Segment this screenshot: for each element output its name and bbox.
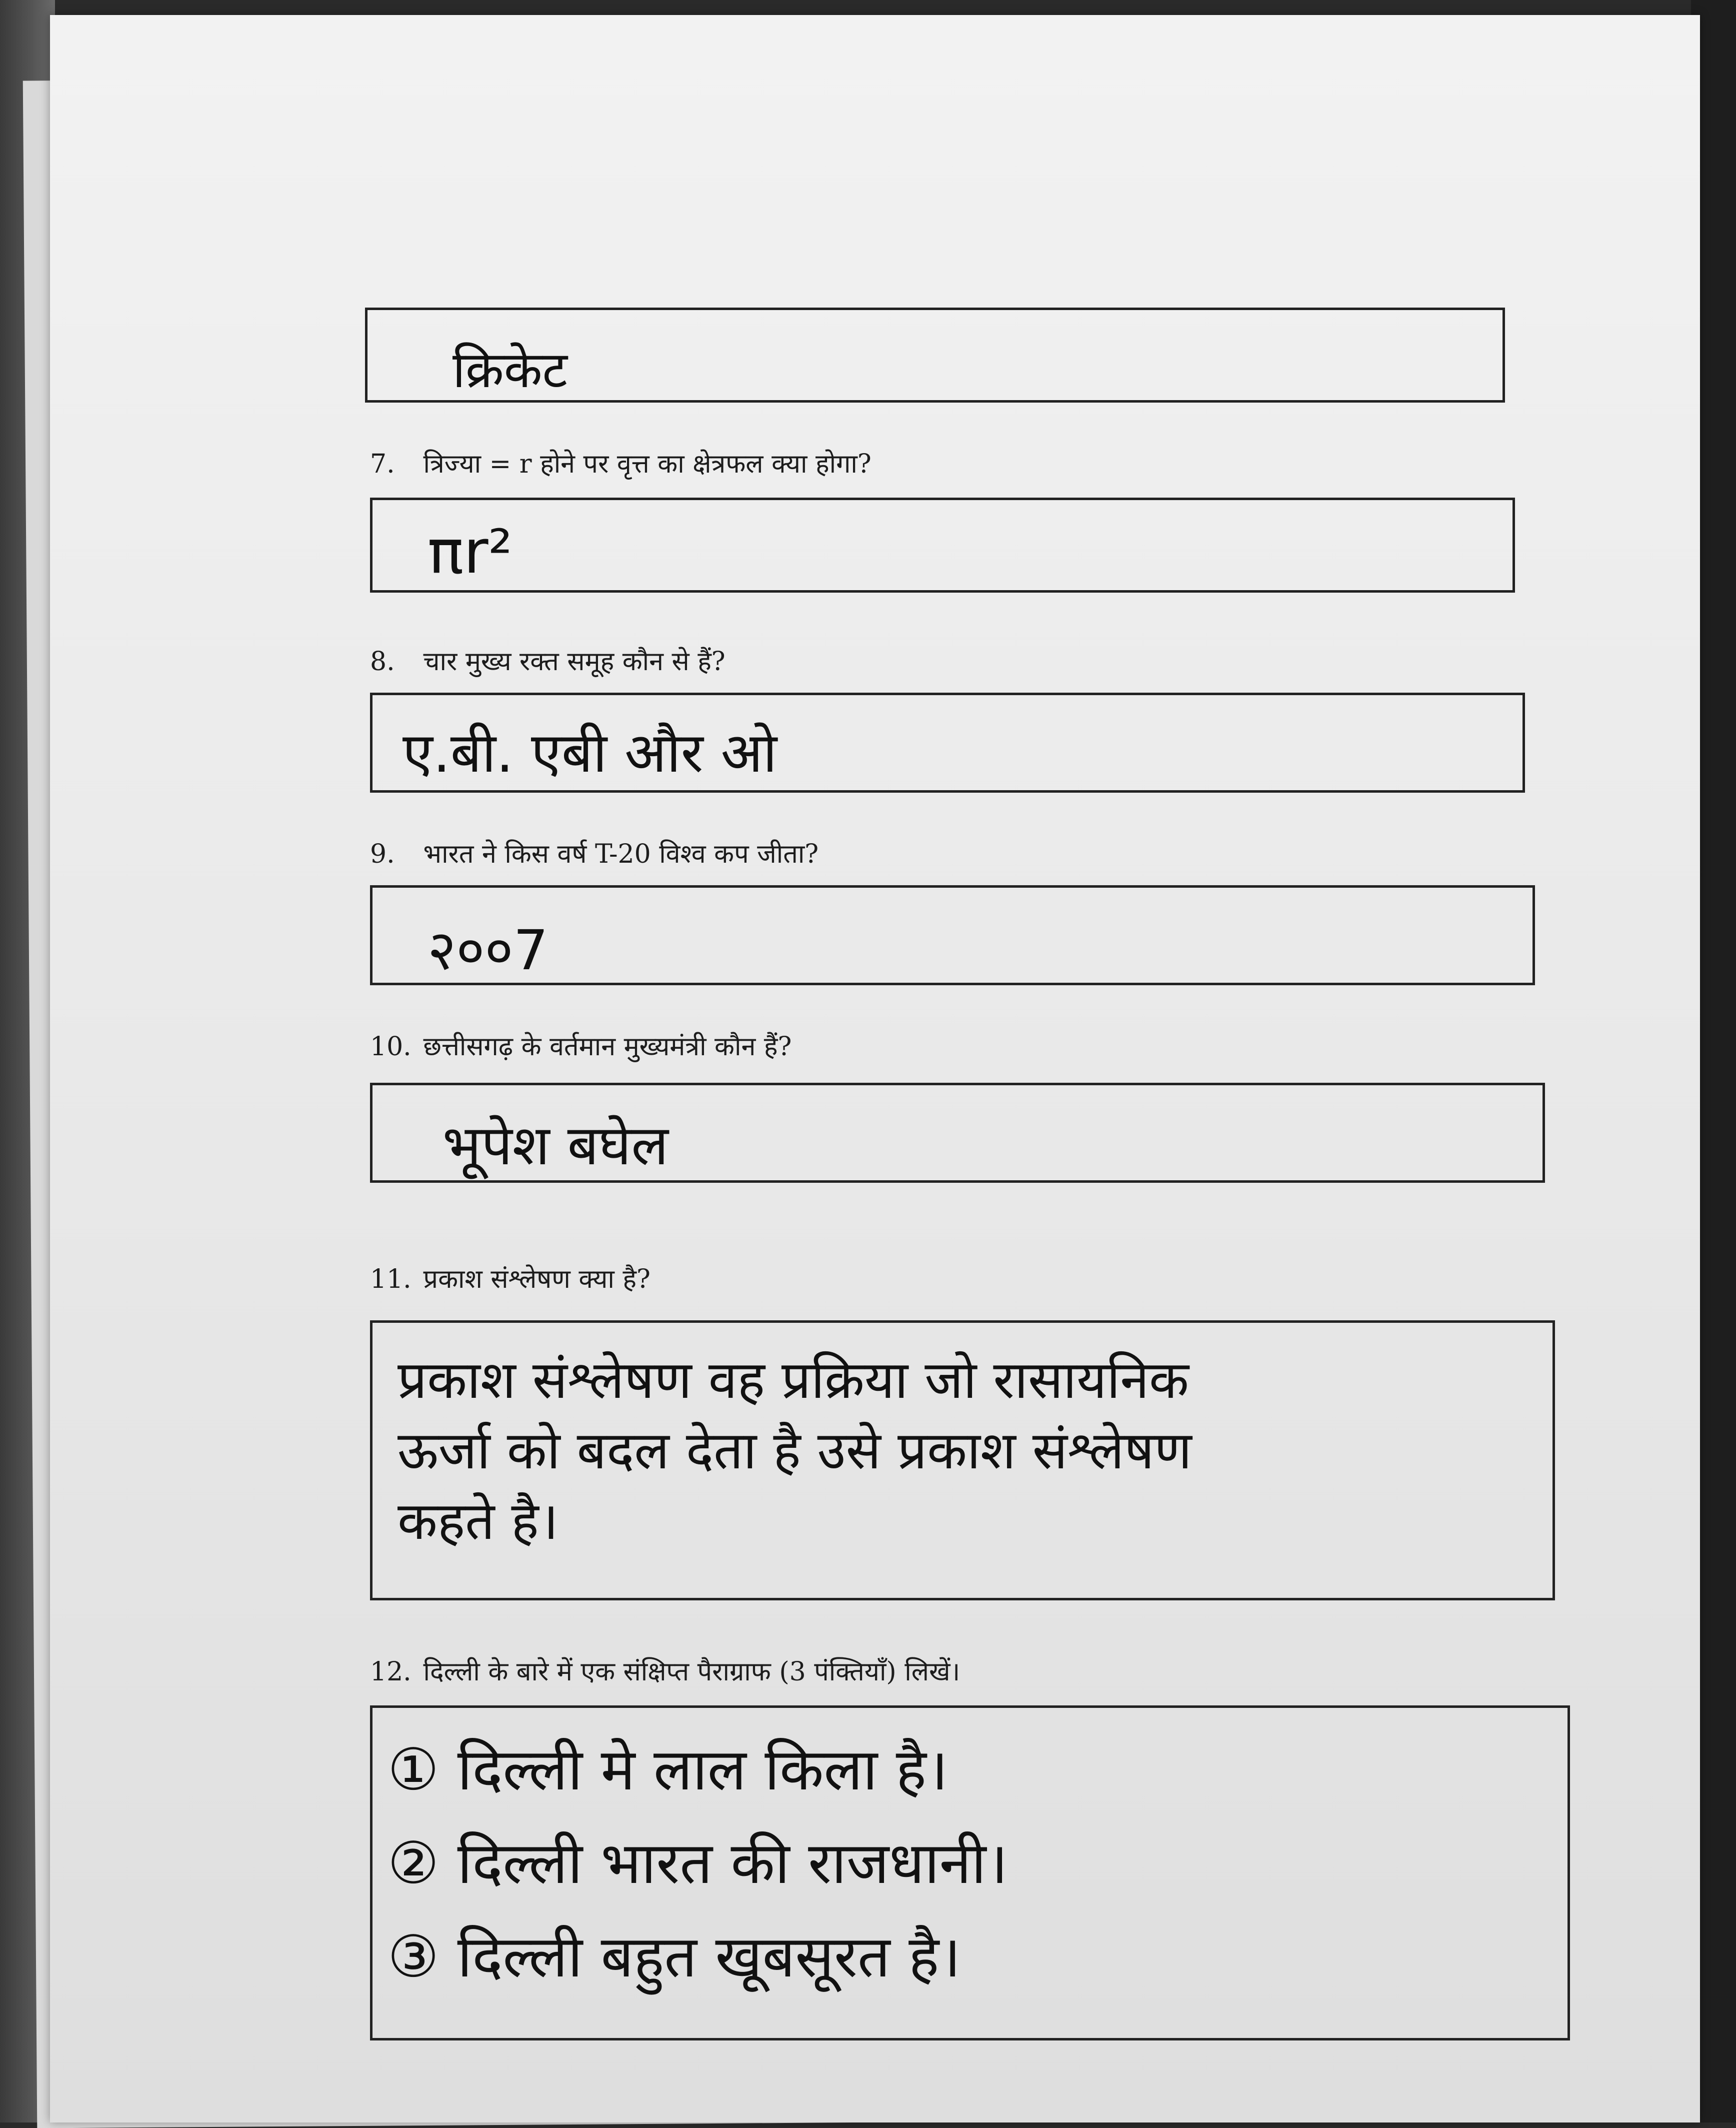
handwritten-answer-6: क्रिकेट [452,341,568,399]
answer-box-10[interactable] [370,1083,1545,1183]
answer-box-12[interactable] [370,1705,1570,2040]
handwritten-answer-11-line-2: ऊर्जा को बदल देता है उसे प्रकाश संश्लेषण [398,1420,1192,1481]
handwritten-answer-12-line-3: ③ दिल्ली बहुत खूबसूरत है। [388,1923,961,1990]
question-11 [370,1260,650,1296]
question-8-text: चार मुख्य रक्त समूह कौन से हैं? [423,647,726,677]
question-12-number: 12. [370,1657,412,1687]
handwritten-answer-8: ए.बी. एबी और ओ [402,721,778,785]
question-9-text: भारत ने किस वर्ष T-20 विश्व कप जीता? [423,839,819,869]
handwritten-answer-7: πr² [428,518,512,587]
question-12-text: दिल्ली के बारे में एक संक्षिप्त पैराग्राफ (3 पंक्तियाँ) लिखें। [423,1657,960,1687]
question-8 [370,643,726,678]
question-10-number: 10. [370,1032,412,1062]
answer-box-11[interactable] [370,1320,1555,1600]
handwritten-answer-12-line-2: ② दिल्ली भारत की राजधानी। [388,1830,1008,1897]
question-8-number: 8. [370,647,395,677]
question-9-number: 9. [370,839,395,869]
question-11-text: प्रकाश संश्लेषण क्या है? [423,1264,650,1294]
question-9 [370,835,818,871]
worksheet-page [50,15,1700,2122]
question-7-text: त्रिज्या = r होने पर वृत्त का क्षेत्रफल क्या होगा? [423,449,872,479]
handwritten-answer-11-line-3: कहते है। [398,1490,559,1551]
answer-box-7[interactable] [370,498,1515,593]
answer-box-9[interactable] [370,885,1535,985]
question-11-number: 11. [370,1264,412,1294]
question-7 [370,445,872,481]
question-10-text: छत्तीसगढ़ के वर्तमान मुख्यमंत्री कौन हैं? [423,1032,792,1062]
answer-box-8[interactable] [370,693,1525,793]
question-10 [370,1028,792,1063]
handwritten-answer-11-line-1: प्रकाश संश्लेषण वह प्रक्रिया जो रासायनिक [398,1349,1189,1410]
handwritten-answer-9: २००7 [428,918,548,982]
handwritten-answer-12-line-1: ① दिल्ली मे लाल किला है। [388,1736,948,1803]
question-7-number: 7. [370,449,395,479]
answer-box-6[interactable] [365,308,1505,403]
question-12 [370,1653,960,1688]
handwritten-answer-10: भूपेश बघेल [442,1113,668,1177]
